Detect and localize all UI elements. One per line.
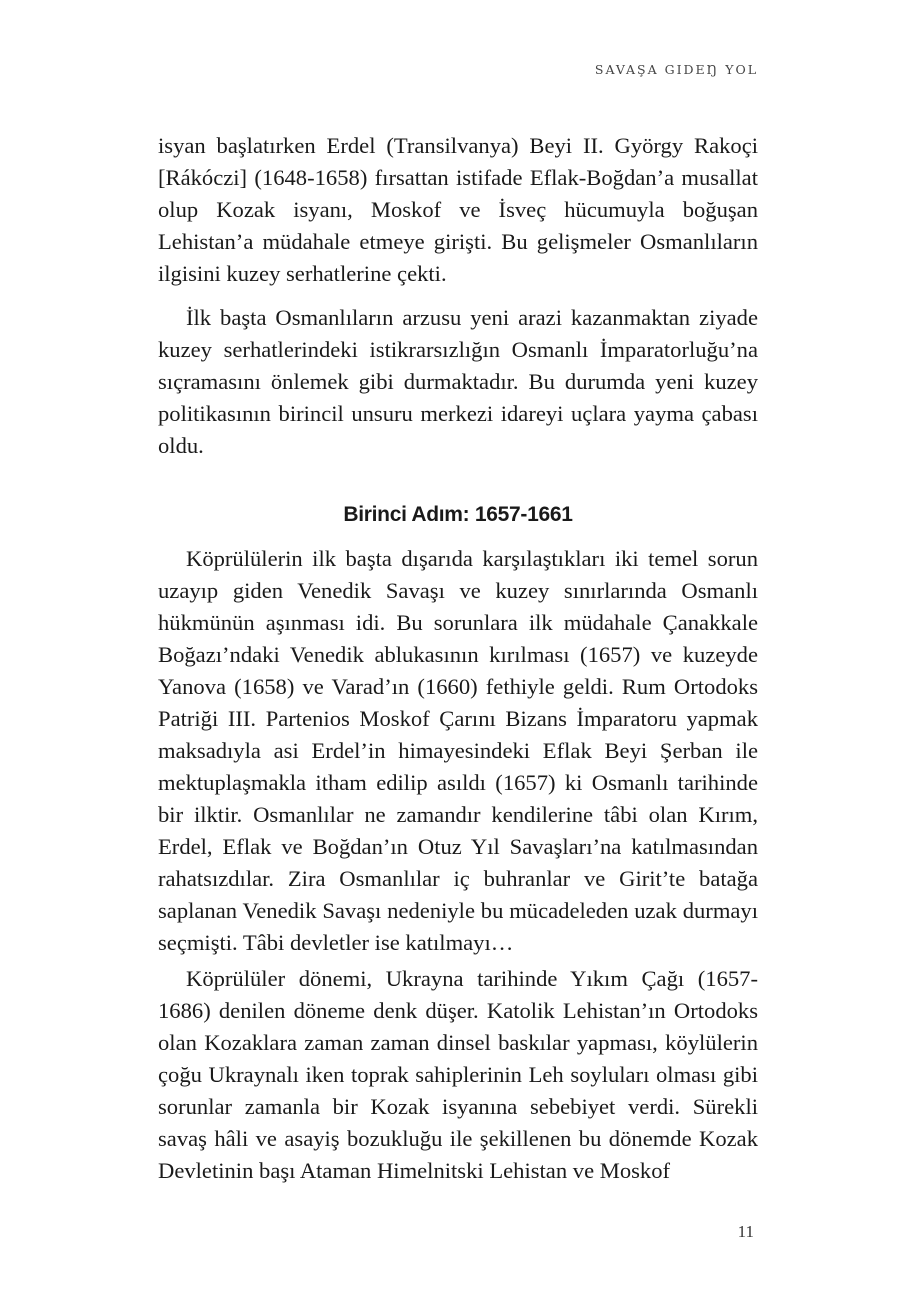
body-paragraph-2 bbox=[158, 302, 758, 462]
paragraph-text: İlk başta Osmanlıların arzusu yeni arazi kazanmaktan ziyade kuzey serhatlerindeki istikrarsızlığın Osmanlı İmparatorluğu’na sıçramasını önlemek gibi durmaktadır. Bu durumda yeni kuzey politikasının birincil unsuru merkezi idareyi uçlara yayma çabası oldu. bbox=[158, 305, 758, 458]
body-paragraph-3 bbox=[158, 543, 758, 959]
page-number: 11 bbox=[737, 1222, 754, 1241]
body-paragraph-1 bbox=[158, 130, 758, 290]
paragraph-text: Köprülüler dönemi, Ukrayna tarihinde Yıkım Çağı (1657-1686) denilen döneme denk düşer. Katolik Lehistan’ın Ortodoks olan Kozaklara zaman zaman dinsel baskılar yapması, köylülerin çoğu Ukraynalı iken toprak sahiplerinin Leh soyluları olması gibi sorunlar zamanla bir Kozak isyanına sebebiyet verdi. Sürekli savaş hâli ve asayiş bozukluğu ile şekillenen bu dönemde Kozak Devletinin başı Ataman Himelnitski Lehistan ve Moskof bbox=[158, 966, 758, 1183]
running-header: SAVAŞA GIDEŊ YOL bbox=[594, 62, 758, 77]
body-paragraph-4 bbox=[158, 963, 758, 1187]
section-heading: Birinci Adım: 1657-1661 bbox=[343, 503, 573, 526]
paragraph-text: isyan başlatırken Erdel (Transilvanya) Beyi II. György Rakoçi [Rákóczi] (1648-1658) fırsattan istifade Eflak-Boğdan’a musallat olup Kozak isyanı, Moskof ve İsveç hücumuyla boğuşan Lehistan’a müdahale etmeye girişti. Bu gelişmeler Osmanlıların ilgisini kuzey serhatlerine çekti. bbox=[158, 133, 758, 286]
paragraph-text: Köprülülerin ilk başta dışarıda karşılaştıkları iki temel sorun uzayıp giden Venedik Savaşı ve kuzey sınırlarında Osmanlı hükmünün aşınması idi. Bu sorunlara ilk müdahale Çanakkale Boğazı’ndaki Venedik ablukasının kırılması (1657) ve kuzeyde Yanova (1658) ve Varad’ın (1660) fethiyle geldi. Rum Ortodoks Patriği III. Partenios Moskof Çarını Bizans İmparatoru yapmak maksadıyla asi Erdel’in himayesindeki Eflak Beyi Şerban ile mektuplaşmakla itham edilip asıldı (1657) ki Osmanlı tarihinde bir ilktir. Osmanlılar ne zamandır kendilerine tâbi olan Kırım, Erdel, Eflak ve Boğdan’ın Otuz Yıl Savaşları’na katılmasından rahatsızdılar. Zira Osmanlılar iç buhranlar ve Girit’te batağa saplanan Venedik Savaşı nedeniyle bu mücadeleden uzak durmayı seçmişti. Tâbi devletler ise katılmayı… bbox=[158, 546, 758, 955]
